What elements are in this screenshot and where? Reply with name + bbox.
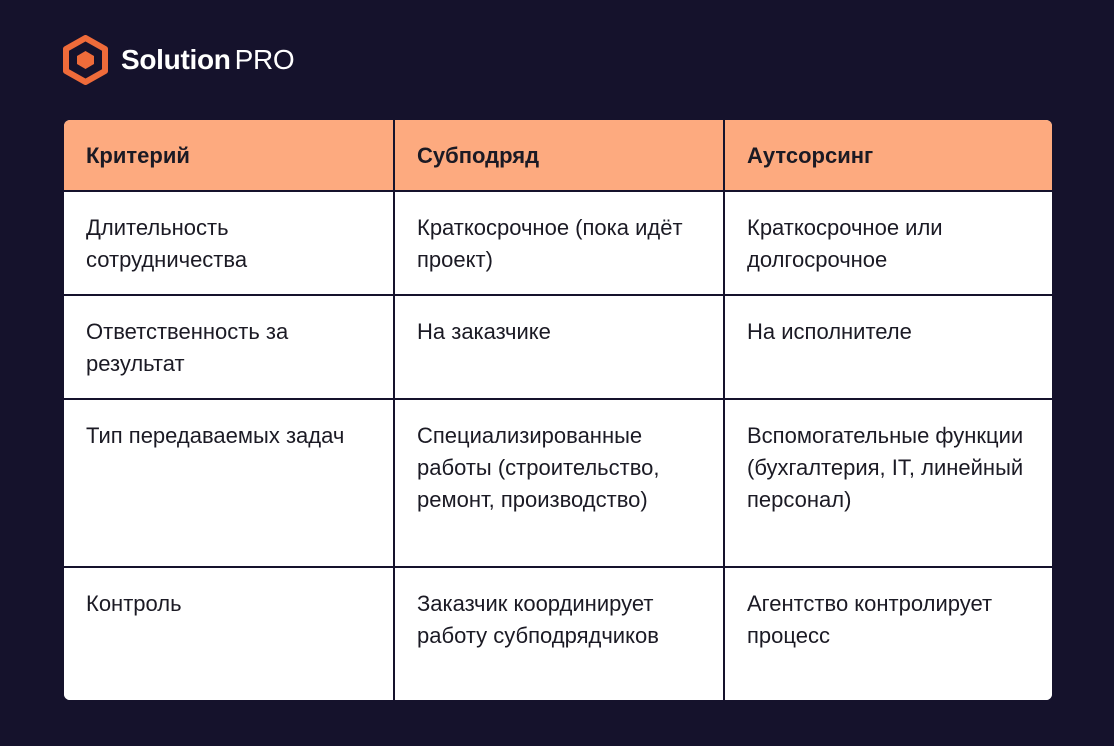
header-criterion: Критерий — [64, 120, 394, 191]
table-cell-criterion: Ответственность за результат — [64, 295, 394, 399]
table-cell-outsourcing: Агентство контролирует процесс — [724, 567, 1052, 700]
table-row — [64, 567, 1052, 700]
table-cell-outsourcing: На исполнителе — [724, 295, 1052, 399]
hexagon-logo-icon — [62, 35, 109, 85]
table-cell-subcontract: Краткосрочное (пока идёт проект) — [394, 191, 724, 295]
table-cell-subcontract: Заказчик координирует работу субподрядчиков — [394, 567, 724, 700]
table-cell-outsourcing: Вспомогательные функции (бухгалтерия, IT, линейный персонал) — [724, 399, 1052, 567]
brand-name-light: PRO — [234, 44, 295, 75]
brand-name — [121, 46, 294, 74]
table-cell-criterion: Длительность сотрудничества — [64, 191, 394, 295]
table-row — [64, 399, 1052, 567]
header-subcontract: Субподряд — [394, 120, 724, 191]
table-row — [64, 295, 1052, 399]
header-outsourcing: Аутсорсинг — [724, 120, 1052, 191]
comparison-table-container — [64, 120, 1052, 700]
table-cell-subcontract: На заказчике — [394, 295, 724, 399]
comparison-table — [64, 120, 1052, 700]
table-cell-outsourcing: Краткосрочное или долгосрочное — [724, 191, 1052, 295]
table-cell-subcontract: Специализированные работы (строительство, ремонт, производство) — [394, 399, 724, 567]
table-row — [64, 191, 1052, 295]
brand-name-bold: Solution — [121, 44, 231, 75]
table-cell-criterion: Контроль — [64, 567, 394, 700]
table-header-row — [64, 120, 1052, 191]
table-cell-criterion: Тип передаваемых задач — [64, 399, 394, 567]
brand-logo — [62, 35, 294, 85]
